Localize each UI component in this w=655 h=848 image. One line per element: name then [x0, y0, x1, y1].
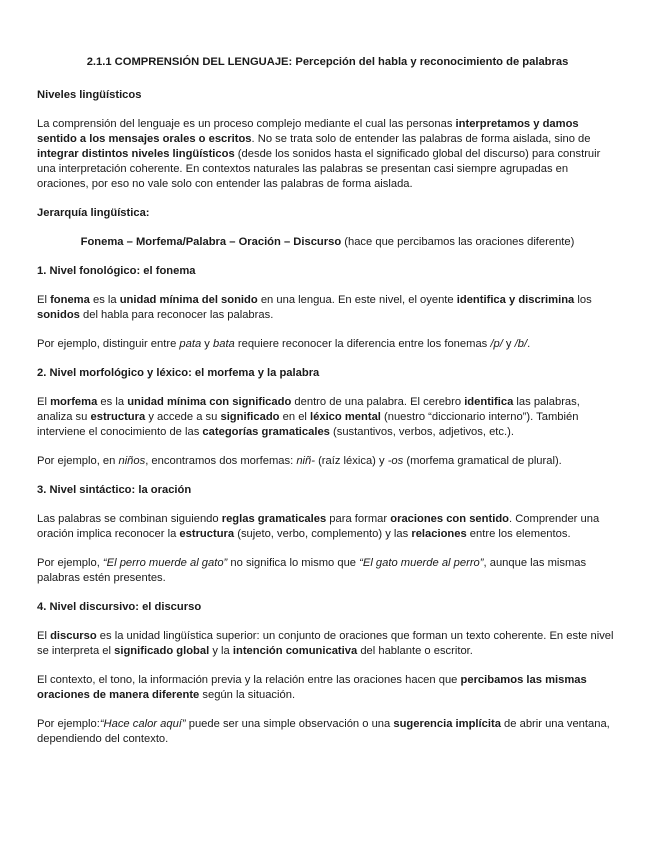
- section-heading-nivel-2: 2. Nivel morfológico y léxico: el morfema y la palabra: [37, 367, 320, 379]
- section-heading-nivel-1: 1. Nivel fonológico: el fonema: [37, 265, 196, 277]
- hierarchy-line: Fonema – Morfema/Palabra – Oración – Discurso (hace que percibamos las oraciones diferente): [80, 236, 575, 248]
- section-heading-niveles: Niveles lingüísticos: [37, 89, 142, 101]
- example-nivel-4: Por ejemplo:“Hace calor aquí” puede ser una simple observación o una sugerencia implícita de abrir una ventana, dependiendo del contexto.: [37, 718, 610, 745]
- paragraph-nivel-2: El morfema es la unidad mínima con significado dentro de una palabra. El cerebro identifica las palabras, analiza su estructura y accede a su significado en el léxico mental (nuestro “diccionario interno”). También interviene el conocimiento de las categorías gramaticales (sustantivos, verbos, adjetivos, etc.).: [37, 396, 580, 438]
- page-title: 2.1.1 COMPRENSIÓN DEL LENGUAJE: Percepción del habla y reconocimiento de palabras: [86, 56, 569, 68]
- example-nivel-2: Por ejemplo, en niños, encontramos dos morfemas: niñ- (raíz léxica) y -os (morfema gramatical de plural).: [37, 455, 562, 467]
- example-nivel-3: Por ejemplo, “El perro muerde al gato” no significa lo mismo que “El gato muerde al perro”, aunque las mismas palabras estén presentes.: [37, 557, 587, 584]
- paragraph-nivel-4-contexto: El contexto, el tono, la información previa y la relación entre las oraciones hacen que percibamos las mismas oraciones de manera diferente según la situación.: [37, 674, 587, 701]
- section-heading-nivel-3: 3. Nivel sintáctico: la oración: [37, 484, 192, 496]
- example-nivel-1: Por ejemplo, distinguir entre pata y bata requiere reconocer la diferencia entre los fonemas /p/ y /b/.: [37, 338, 531, 350]
- section-heading-nivel-4: 4. Nivel discursivo: el discurso: [37, 601, 202, 613]
- paragraph-nivel-1: El fonema es la unidad mínima del sonido en una lengua. En este nivel, el oyente identifica y discrimina los sonidos del habla para reconocer las palabras.: [37, 294, 592, 321]
- paragraph-nivel-3: Las palabras se combinan siguiendo reglas gramaticales para formar oraciones con sentido. Comprender una oración implica reconocer la estructura (sujeto, verbo, complemento) y las relaciones entre los elementos.: [37, 513, 600, 540]
- section-heading-jerarquia: Jerarquía lingüística:: [37, 207, 150, 219]
- paragraph-nivel-4: El discurso es la unidad lingüística superior: un conjunto de oraciones que forman un texto coherente. En este nivel se interpreta el significado global y la intención comunicativa del hablante o escritor.: [37, 630, 614, 657]
- paragraph-niveles-intro: La comprensión del lenguaje es un proceso complejo mediante el cual las personas interpretamos y damos sentido a los mensajes orales o escritos. No se trata solo de entender las palabras de forma aislada, sino de integrar distintos niveles lingüísticos (desde los sonidos hasta el significado global del discurso) para construir una interpretación coherente. En contextos naturales las palabras se presentan casi siempre agrupadas en oraciones, por eso no vale solo con entender las palabras de forma aislada.: [37, 118, 601, 190]
